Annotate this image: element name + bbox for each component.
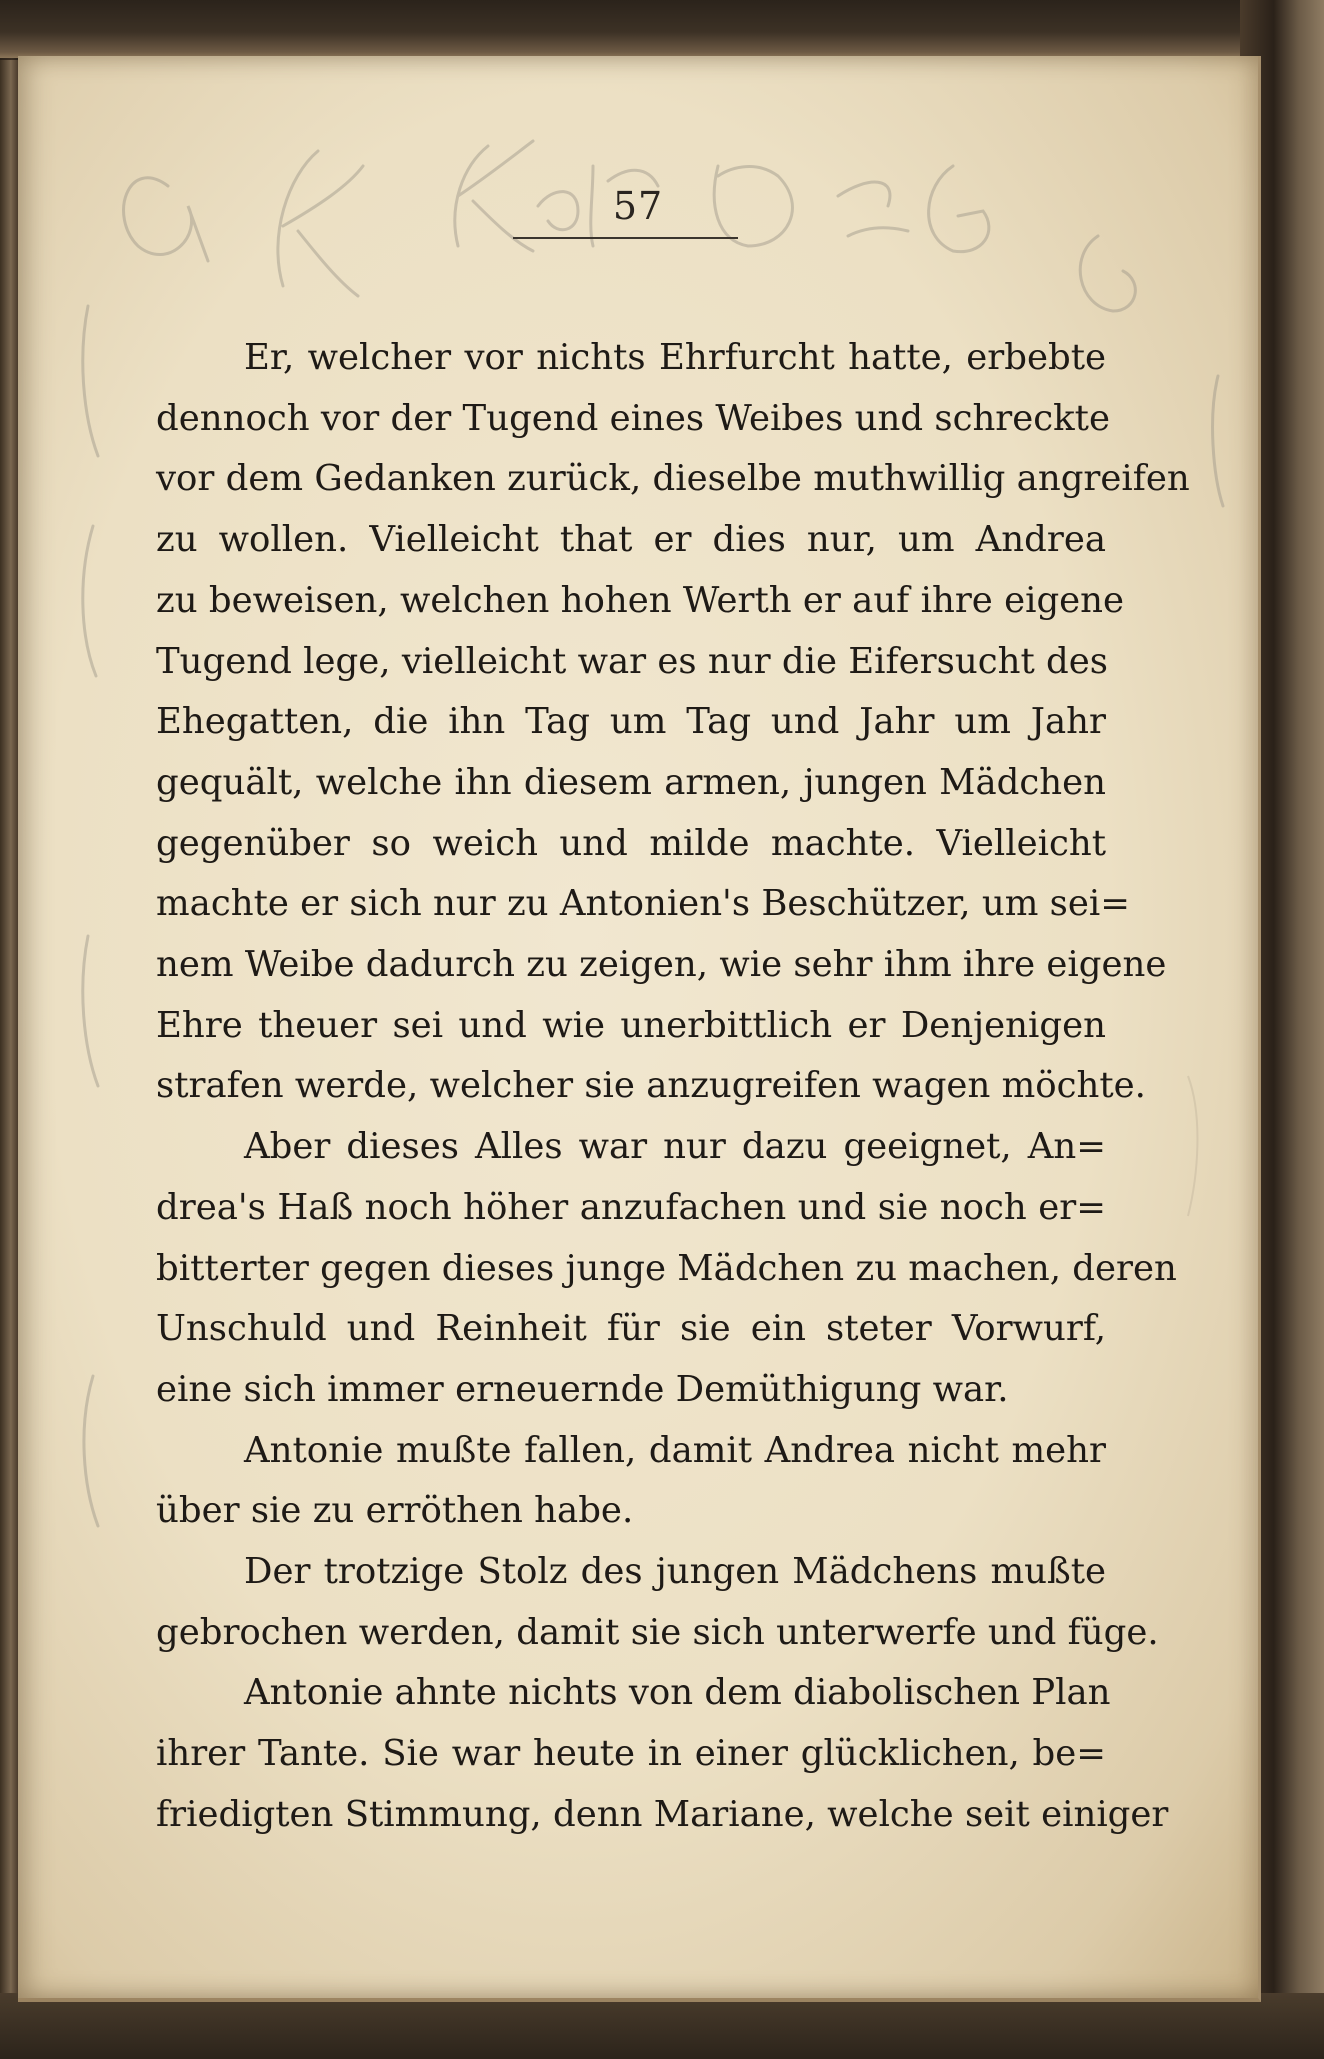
text-line: strafen werde, welcher sie anzugreifen wagen möchte. — [156, 1065, 1146, 1107]
book-page — [18, 56, 1261, 2002]
text-line: Der trotzige Stolz des jungen Mädchens mußte — [244, 1551, 1106, 1593]
text-line: drea's Haß noch höher anzufachen und sie noch er= — [156, 1186, 1106, 1228]
text-line: Unschuld und Reinheit für sie ein steter Vorwurf, — [156, 1308, 1106, 1350]
text-line: vor dem Gedanken zurück, dieselbe muthwillig angreifen — [156, 458, 1190, 500]
paragraph-4 — [156, 1542, 1159, 1663]
paragraph-3 — [156, 1421, 1106, 1542]
book-binding-top — [0, 0, 1324, 58]
text-line: zu beweisen, welchen hohen Werth er auf ihre eigene — [156, 579, 1125, 621]
text-line: Ehre theuer sei und wie unerbittlich er Denjenigen — [156, 1004, 1106, 1046]
text-line: eine sich immer erneuernde Demüthigung war. — [156, 1368, 1009, 1410]
text-line: zu wollen. Vielleicht that er dies nur, um Andrea — [156, 519, 1106, 561]
text-line: Er, welcher vor nichts Ehrfurcht hatte, erbebte — [244, 337, 1106, 378]
paragraph-2 — [156, 1117, 1177, 1421]
book-cover-bottom — [0, 1993, 1324, 2059]
text-line: Tugend lege, vielleicht war es nur die Eifersucht des — [156, 640, 1108, 682]
page-number-rule — [513, 237, 738, 239]
text-line: gebrochen werden, damit sie sich unterwerfe und füge. — [156, 1611, 1159, 1653]
text-line: Antonie mußte fallen, damit Andrea nicht mehr — [244, 1429, 1106, 1471]
text-line: bitterter gegen dieses junge Mädchen zu machen, deren — [156, 1247, 1177, 1289]
text-line: Antonie ahnte nichts von dem diabolischen Plan — [244, 1672, 1111, 1714]
facing-page-edge — [0, 60, 18, 2020]
text-line: nem Weibe dadurch zu zeigen, wie sehr ihm ihre eigene — [156, 944, 1167, 986]
text-line: ihrer Tante. Sie war heute in einer glücklichen, be= — [156, 1733, 1106, 1775]
body-text — [156, 328, 1190, 1846]
page-number: 57 — [612, 184, 664, 228]
text-line: friedigten Stimmung, denn Mariane, welche seit einiger — [156, 1793, 1169, 1835]
text-line: gequält, welche ihn diesem armen, jungen Mädchen — [156, 761, 1106, 803]
paragraph-1 — [156, 328, 1190, 1117]
text-line: Ehegatten, die ihn Tag um Tag und Jahr um Jahr — [156, 701, 1106, 743]
text-line: gegenüber so weich und milde machte. Vielleicht — [156, 822, 1106, 864]
text-line: dennoch vor der Tugend eines Weibes und schreckte — [156, 397, 1110, 439]
text-line: über sie zu erröthen habe. — [156, 1490, 634, 1532]
text-line: Aber dieses Alles war nur dazu geeignet, An= — [244, 1126, 1106, 1168]
paragraph-5 — [156, 1663, 1169, 1845]
text-line: machte er sich nur zu Antonien's Beschützer, um sei= — [156, 883, 1130, 925]
